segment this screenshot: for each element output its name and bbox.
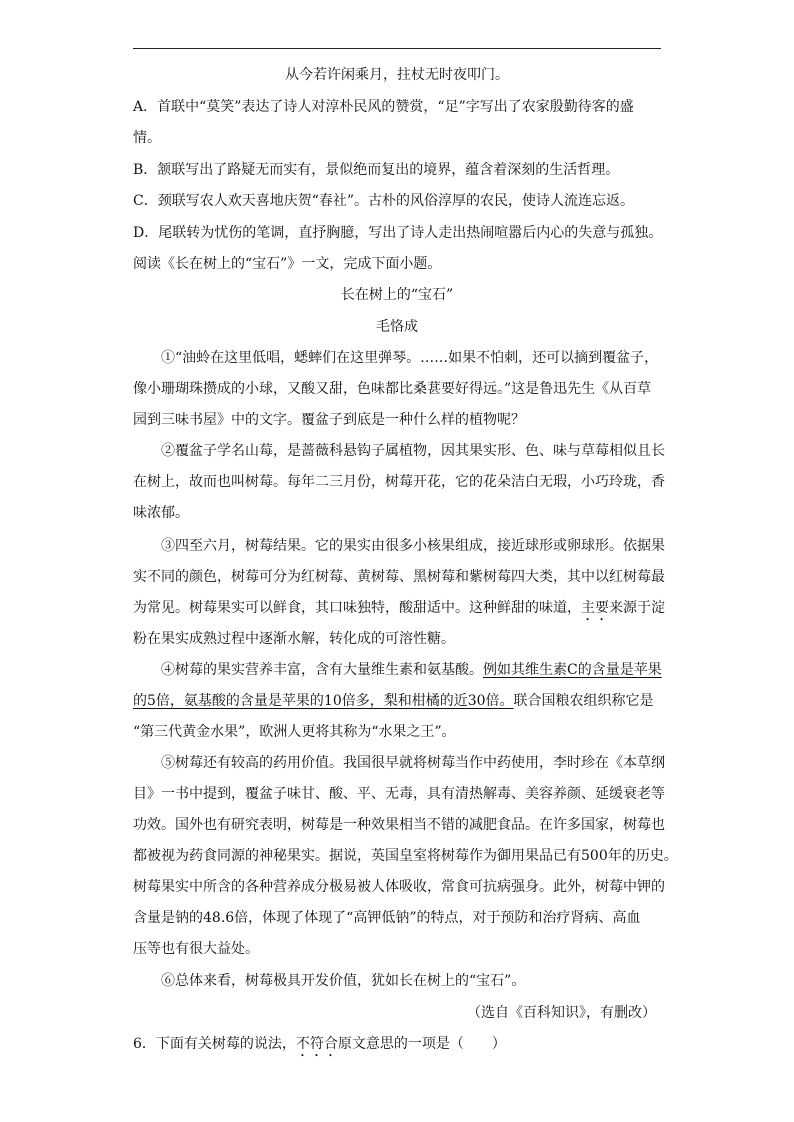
p5-line: 目》一书中提到，覆盆子味甘、酸、平、无毒，具有清热解毒、美容养颜、延缓衰老等 (133, 786, 665, 802)
option-d: D．尾联转为忧伤的笔调，直抒胸臆，写出了诗人走出热闹喧嚣后内心的失意与孤独。 (133, 225, 663, 241)
p3-text: 来源于淀 (609, 600, 665, 616)
article-source: （选自《百科知识》，有删改） (467, 1005, 656, 1021)
article-title: 长在树上的“宝石” (340, 287, 454, 303)
p3-line: 粉在果实成熟过程中逐渐水解，转化成的可溶性糖。 (133, 631, 455, 647)
question-6 (133, 1035, 506, 1060)
p3-line: ③四至六月，树莓结果。它的果实由很多小核果组成，接近球形或卵球形。依据果 (161, 538, 665, 554)
reading-instruction: 阅读《长在树上的“宝石”》一文，完成下面小题。 (133, 256, 442, 272)
p1-line: 像小珊瑚珠攒成的小球，又酸又甜，色味都比桑葚要好得远。”这是鲁迅先生《从百草 (133, 381, 652, 397)
option-a-cont: 情。 (133, 130, 161, 146)
p3-text: 为常见。树莓果实可以鲜食，其口味独特，酸甜适中。这种鲜甜的味道， (133, 600, 581, 616)
emphasized-word: 不符合 (295, 1036, 338, 1052)
p2-line: 味浓郁。 (133, 505, 189, 521)
p1-line: ①“油蛉在这里低唱，蟋蟀们在这里弹琴。……如果不怕刺，还可以摘到覆盆子， (161, 350, 659, 366)
p6-line: ⑥总体来看，树莓极具开发价值，犹如长在树上的“宝石”。 (161, 973, 526, 989)
p2-line: ②覆盆子学名山莓，是蔷薇科悬钩子属植物，因其果实形、色、味与草莓相似且长 (161, 443, 665, 459)
p5-line: 功效。国外也有研究表明，树莓是一种效果相当不错的减肥食品。在许多国家，树莓也 (133, 817, 665, 833)
option-b: B．颔联写出了路疑无而实有，景似绝而复出的境界，蕴含着深刻的生活哲理。 (133, 162, 620, 178)
question-text: 6．下面有关树莓的说法， (133, 1036, 296, 1052)
p3-line (133, 599, 665, 624)
p4-line (133, 692, 654, 710)
p1-line: 园到三味书屋》中的文字。覆盆子到底是一种什么样的植物呢？ (133, 412, 525, 428)
p3-line: 实不同的颜色，树莓可分为红树莓、黄树莓、黑树莓和紫树莓四大类，其中以红树莓最 (133, 569, 665, 585)
p4-text: 联合国粮农组织称它是 (513, 693, 654, 709)
p5-line: ⑤树莓还有较高的药用价值。我国很早就将树莓当作中药使用，李时珍在《本草纲 (161, 755, 665, 771)
p5-line: 都被视为药食同源的神秘果实。据说，英国皇室将树莓作为御用果品已有500年的历史。 (133, 848, 678, 864)
p5-line: 压等也有很大益处。 (133, 941, 259, 957)
p4-text: ④树莓的果实营养丰富，含有大量维生素和氨基酸。 (161, 662, 483, 678)
p4-line (161, 661, 662, 679)
header-rule (133, 48, 661, 49)
underlined-text: 例如其维生素C的含量是苹果 (483, 662, 662, 678)
question-text: 原文意思的一项是（ ） (337, 1036, 506, 1052)
p5-line: 含量是钠的48.6倍，体现了体现了“高钾低钠”的特点，对于预防和治疗肾病、高血 (133, 910, 641, 926)
underlined-text: 的5倍，氨基酸的含量是苹果的10倍多，梨和柑橘的近30倍。 (133, 693, 514, 709)
article-author: 毛恪成 (376, 319, 418, 335)
p5-line: 树莓果实中所含的各种营养成分极易被人体吸收，常食可抗病强身。此外，树莓中钾的 (133, 879, 665, 895)
p2-line: 在树上，故而也叫树莓。每年二三月份，树莓开花，它的花朵洁白无瑕，小巧玲珑，香 (133, 474, 665, 490)
option-c: C．颈联写农人欢天喜地庆贺“春社”。古朴的风俗淳厚的农民，使诗人流连忘返。 (133, 193, 635, 209)
p4-line: “第三代黄金水果”，欧洲人更将其称为“水果之王”。 (133, 724, 456, 740)
emphasized-word: 主要 (581, 600, 609, 616)
option-a: A．首联中“莫笑”表达了诗人对淳朴民风的赞赏，“足”字写出了农家殷勤待客的盛 (133, 99, 634, 115)
poem-line: 从今若许闲乘月，拄杖无时夜叩门。 (285, 67, 509, 83)
